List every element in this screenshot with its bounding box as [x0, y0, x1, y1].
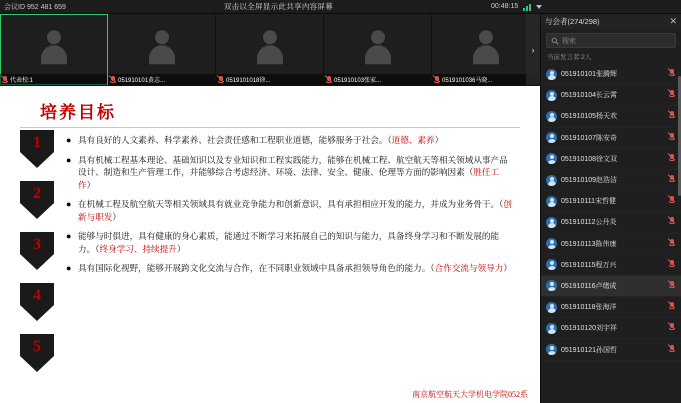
search-icon [551, 37, 559, 45]
list-item[interactable] [541, 106, 681, 127]
network-signal-icon [523, 3, 531, 11]
participant-name: 051910116卢绪成 [561, 282, 617, 290]
participant-name: 051910101黄志... [118, 78, 166, 84]
step-number: 3 [33, 236, 41, 253]
thumbnail-nameplate [216, 74, 323, 85]
thumbnail-nameplate [324, 74, 431, 85]
mic-muted-icon[interactable] [669, 217, 677, 227]
list-item [66, 230, 516, 255]
participant-name: 051910113陈伟康 [561, 240, 617, 248]
meeting-id-label: 会议ID 952 481 659 [4, 3, 66, 11]
mic-muted-icon[interactable] [669, 281, 677, 291]
avatar [546, 90, 557, 101]
avatar [546, 111, 557, 122]
bullet-text [78, 134, 443, 147]
avatar [471, 30, 501, 64]
mic-muted-icon[interactable] [669, 260, 677, 270]
mic-muted-icon [434, 76, 440, 84]
avatar [546, 132, 557, 143]
slide-footer: 南京航空航天大学机电学院052系 [412, 390, 528, 399]
list-item [66, 134, 516, 147]
avatar [147, 30, 177, 64]
slide-title: 培养目标 [40, 103, 116, 122]
bullet-text [78, 230, 516, 255]
participant-name: 051910112公丹炎 [561, 219, 617, 227]
step-number: 4 [33, 287, 41, 304]
bullet-dot-icon: ● [66, 231, 72, 241]
avatar [363, 30, 393, 64]
chevron-down-icon[interactable] [536, 5, 542, 9]
participant-name: 051910108徐文双 [561, 155, 618, 163]
step-number: 1 [33, 134, 41, 151]
shared-slide [0, 86, 540, 403]
mic-muted-icon[interactable] [669, 175, 677, 185]
mic-muted-icon[interactable] [669, 302, 677, 312]
participant-name: 051910105杨天欢 [561, 113, 618, 121]
mic-muted-icon [110, 76, 116, 84]
mic-muted-icon [218, 76, 224, 84]
avatar [546, 153, 557, 164]
bullet-text-before: 能够与时俱进，具有健康的身心素质，能通过不断学习来拓展自己的知识与能力，具备终身学习和不断发展的能力。（ [78, 231, 500, 254]
participant-name: 051910111宋哲健 [561, 198, 616, 206]
step-chevron [20, 232, 54, 270]
mic-muted-icon[interactable] [669, 111, 677, 121]
bullet-text [78, 154, 516, 192]
bullet-highlight: 终身学习、持续提升 [99, 243, 177, 254]
avatar [546, 196, 557, 207]
mic-muted-icon[interactable] [669, 133, 677, 143]
bullet-text [78, 262, 512, 275]
step-number-column [20, 130, 54, 385]
bullet-highlight: 道德、素养 [391, 135, 435, 145]
list-item[interactable] [541, 318, 681, 339]
step-chevron [20, 283, 54, 321]
avatar [546, 217, 557, 228]
step-number: 2 [33, 185, 41, 202]
bullet-text-before: 具有良好的人文素养、科学素养、社会责任感和工程职业道德，能够服务于社会。（ [78, 135, 392, 145]
participant-name: 051910121孙国哲 [561, 346, 618, 354]
current-speakers-label: 当前发言者:2人 [547, 54, 592, 61]
video-thumbnail[interactable] [108, 14, 216, 85]
list-item[interactable] [541, 85, 681, 106]
list-item [66, 198, 516, 223]
bullet-dot-icon: ● [66, 135, 72, 145]
bullet-dot-icon: ● [66, 154, 72, 165]
list-item [66, 154, 516, 192]
list-item[interactable] [541, 212, 681, 233]
participant-name: 0519101018徐... [226, 78, 271, 84]
avatar [546, 238, 557, 249]
bullet-text-after: ） [112, 211, 121, 222]
mic-muted-icon[interactable] [669, 154, 677, 164]
step-chevron [20, 181, 54, 219]
list-item[interactable] [541, 339, 681, 360]
avatar [39, 30, 69, 64]
list-item [66, 262, 516, 275]
participant-name: 0519101036马晓... [442, 78, 493, 84]
bullet-text-after: ） [86, 179, 96, 190]
bullet-text-after: ） [503, 263, 513, 273]
meeting-top-bar [0, 0, 681, 14]
bullet-highlight: 创新与职发 [78, 199, 512, 222]
participant-name: 代表校:1 [10, 78, 34, 84]
bullet-text-before: 在机械工程及航空航天等相关领域具有就业竞争能力和创新意识，具有承担相应开发的能力，并成为业务骨干。（ [78, 199, 504, 209]
avatar [546, 302, 557, 313]
list-item[interactable] [541, 64, 681, 85]
video-thumbnail[interactable] [0, 14, 108, 85]
participants-title: 与会者(274/298) [545, 17, 600, 26]
list-item[interactable] [541, 297, 681, 318]
video-thumbnail[interactable] [324, 14, 432, 85]
bullet-text-after: ） [176, 243, 186, 254]
video-thumbnail[interactable] [432, 14, 540, 85]
participants-panel [540, 14, 681, 403]
mic-muted-icon [2, 76, 8, 84]
participant-name: 051910103张家... [334, 78, 382, 84]
thumbnail-nameplate [108, 74, 215, 85]
participant-name: 051910109赵浩洁 [561, 177, 618, 185]
list-item[interactable] [541, 128, 681, 149]
avatar [546, 323, 557, 334]
avatar [546, 259, 557, 270]
bullet-text-after: ） [434, 135, 444, 145]
search-input[interactable] [546, 33, 676, 48]
avatar [255, 30, 285, 64]
participant-name: 051910120刘宇祥 [561, 325, 618, 333]
list-item[interactable] [541, 276, 681, 297]
step-chevron [20, 130, 54, 168]
mic-muted-icon[interactable] [669, 196, 677, 206]
thumbnail-nameplate [0, 74, 107, 85]
participants-panel-header [541, 14, 681, 29]
bullet-text-before: 具有机械工程基本理论、基础知识以及专业知识和工程实践能力，能够在机械工程、航空航天等相关领域从事产品设计、制造和生产管理工作，并能够综合考虑经济、环境、法律、安全、健康、伦理等方面的影响因素（ [78, 154, 508, 177]
list-item[interactable] [541, 255, 681, 276]
search-placeholder: 搜索 [562, 37, 576, 45]
slide-bullet-list [66, 134, 516, 275]
step-number: 5 [33, 338, 41, 355]
participants-list[interactable] [541, 64, 681, 403]
list-item[interactable] [541, 191, 681, 212]
slide-divider [20, 127, 520, 128]
participant-filmstrip[interactable] [0, 14, 540, 86]
avatar [546, 344, 557, 355]
mic-muted-icon[interactable] [669, 345, 677, 355]
mic-muted-icon[interactable] [669, 69, 677, 79]
bullet-highlight: 胜任工作 [78, 167, 500, 190]
participant-name: 051910115程万兴 [561, 261, 617, 269]
participant-name: 051910104长云霄 [561, 92, 618, 100]
video-thumbnail[interactable] [216, 14, 324, 85]
share-hint-label: 双击以全屏显示此共享内容屏幕 [223, 2, 334, 11]
participant-name: 051910107陈安奇 [561, 134, 618, 142]
step-chevron [20, 334, 54, 372]
mic-muted-icon[interactable] [669, 90, 677, 100]
meeting-stage [0, 14, 540, 403]
list-item[interactable] [541, 234, 681, 255]
close-icon[interactable]: ✕ [669, 16, 677, 26]
bullet-dot-icon: ● [66, 263, 72, 273]
avatar [546, 280, 557, 291]
mic-muted-icon[interactable] [669, 323, 677, 333]
bullet-text [78, 198, 516, 223]
bullet-highlight: 合作交流与领导力 [434, 263, 504, 273]
participant-name: 051910118张海洋 [561, 304, 617, 312]
mic-muted-icon[interactable] [669, 239, 677, 249]
list-item[interactable] [541, 149, 681, 170]
chevron-right-icon[interactable]: › [526, 14, 540, 85]
list-item[interactable] [541, 170, 681, 191]
mic-muted-icon [326, 76, 332, 84]
avatar [546, 175, 557, 186]
bullet-dot-icon: ● [66, 199, 72, 209]
bullet-text-before: 具有国际化视野，能够开展跨文化交流与合作，在不同职业领域中具备承担领导角色的能力。（ [78, 263, 435, 273]
participant-name: 051910101张腾辉 [561, 71, 618, 79]
thumbnail-nameplate [432, 74, 539, 85]
avatar [546, 69, 557, 80]
meeting-timer: 00:48:15 [491, 3, 519, 10]
